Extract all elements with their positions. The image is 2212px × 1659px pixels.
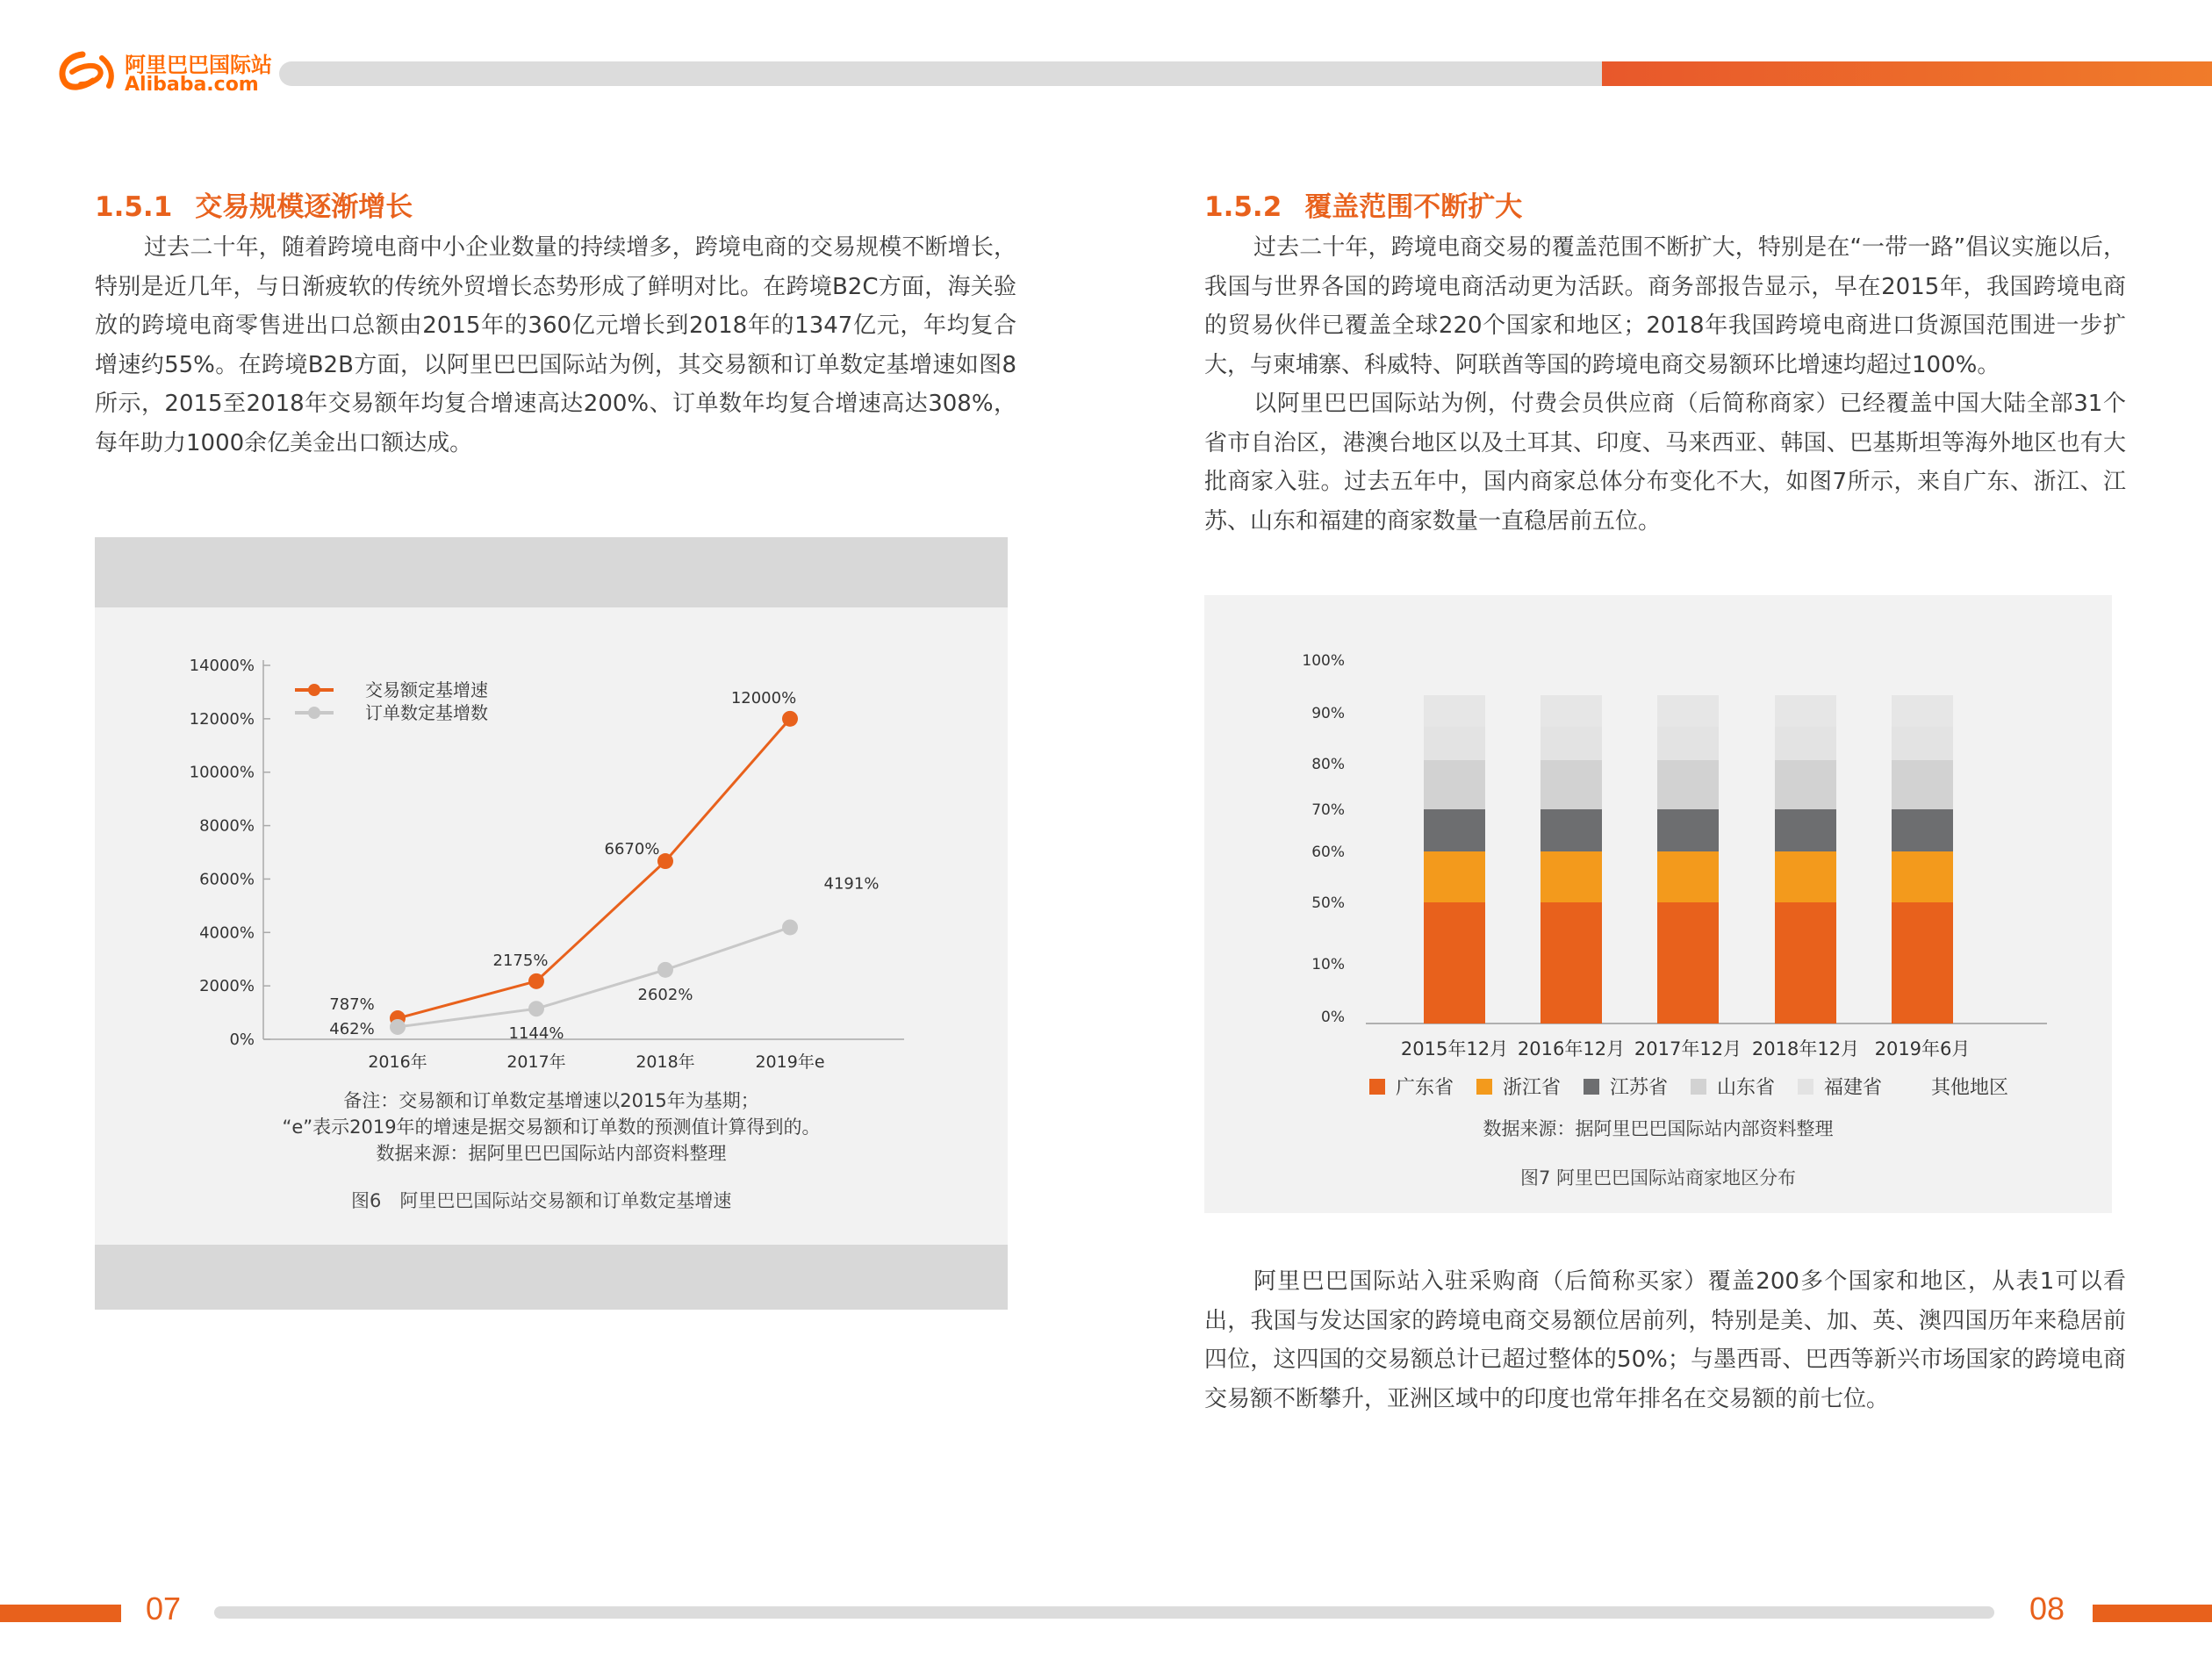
y-tick-label: 10%	[1311, 956, 1345, 973]
bar-chart-legend	[1369, 1073, 2036, 1099]
bar-segment-广东省	[1540, 902, 1602, 1023]
legend-label: 福建省	[1824, 1077, 1883, 1099]
bar-segment-浙江省	[1424, 851, 1485, 902]
x-tick-label: 2019年e	[755, 1052, 825, 1072]
bar-segment-山东省	[1657, 760, 1719, 809]
logo-english-text: Alibaba.com	[125, 74, 259, 96]
data-label: 6670%	[604, 840, 660, 859]
left-paragraph: 过去二十年，随着跨境电商中小企业数量的持续增多，跨境电商的交易规模不断增长，特别是近几年，与日渐疲软的传统外贸增长态势形成了鲜明对比。在跨境B2C方面，海关验放的跨境电商零售进出口总额由2015年的360亿元增长到2018年的1347亿元，年均复合增速约55%。在跨境B2B方面，以阿里巴巴国际站为例，其交易额和订单数定基增速如图8所示，2015至2018年交易额年均复合增速高达200%、订单数年均复合增速高达308%，每年助力1000余亿美金出口额达成。	[95, 234, 1016, 456]
y-tick-label: 10000%	[189, 763, 255, 782]
bar-segment-江苏省	[1657, 809, 1719, 851]
legend-item-fujian	[1798, 1073, 1882, 1100]
data-label: 462%	[329, 1019, 375, 1038]
data-label: 2602%	[637, 985, 693, 1004]
header-orange-bar	[1602, 61, 2212, 86]
bar-segment-广东省	[1657, 902, 1719, 1023]
header-grey-bar	[279, 61, 1605, 86]
right-paragraph-2: 以阿里巴巴国际站为例，付费会员供应商（后简称商家）已经覆盖中国大陆全部31个省市自治区，港澳台地区以及土耳其、印度、马来西亚、韩国、巴基斯坦等海外地区也有大批商家入驻。过去五年中，国内商家总体分布变化不大，如图7所示，来自广东、浙江、江苏、山东和福建的商家数量一直稳居前五位。	[1204, 391, 2126, 535]
figure-6-footer-band	[95, 1245, 1008, 1310]
y-tick-label: 6000%	[199, 870, 255, 889]
legend-swatch	[1798, 1079, 1813, 1095]
legend-item-zhejiang	[1476, 1073, 1561, 1100]
footer-orange-bar-left	[0, 1605, 121, 1622]
series-line-1	[398, 719, 790, 1018]
x-tick-label: 2018年	[636, 1052, 695, 1072]
footer-orange-bar-right	[2093, 1605, 2212, 1622]
bar-segment-浙江省	[1775, 851, 1836, 902]
section-heading-1-5-2	[1204, 184, 1522, 224]
data-point	[390, 1019, 406, 1035]
y-tick-label: 2000%	[199, 977, 255, 996]
data-point	[528, 973, 544, 989]
legend-swatch	[1369, 1079, 1385, 1095]
data-point	[782, 711, 798, 727]
bar-segment-山东省	[1775, 760, 1836, 809]
chart-source-right: 数据来源：据阿里巴巴国际站内部资料整理	[1483, 1118, 1834, 1139]
y-tick-label: 14000%	[189, 657, 255, 675]
bar-segment-山东省	[1892, 760, 1953, 809]
data-point	[657, 962, 673, 978]
data-label: 12000%	[730, 688, 797, 707]
footer-grey-bar	[214, 1606, 1994, 1619]
bar-segment-top	[1540, 695, 1602, 727]
bar-segment-江苏省	[1540, 809, 1602, 851]
x-tick-label: 2016年12月	[1517, 1038, 1626, 1059]
y-tick-label: 4000%	[199, 923, 255, 943]
section-heading-1-5-1	[95, 184, 413, 224]
alibaba-logo-icon	[56, 46, 126, 98]
data-point	[528, 1001, 544, 1016]
y-tick-label: 0%	[1321, 1009, 1345, 1026]
legend-label: 山东省	[1717, 1077, 1776, 1099]
bar-segment-山东省	[1424, 760, 1485, 809]
legend-item-jiangsu	[1584, 1073, 1668, 1100]
bar-segment-江苏省	[1424, 809, 1485, 851]
logo-chinese-text: 阿里巴巴国际站	[125, 53, 272, 77]
bar-segment-广东省	[1892, 902, 1953, 1023]
right-paragraph-3: 阿里巴巴国际站入驻采购商（后简称买家）覆盖200多个国家和地区，从表1可以看出，我国与发达国家的跨境电商交易额位居前列，特别是美、加、英、澳四国历年来稳居前四位，这四国的交易额总计已超过整体的50%；与墨西哥、巴西等新兴市场国家的跨境电商交易额不断攀升，亚洲区域中的印度也常年排名在交易额的前七位。	[1204, 1268, 2126, 1412]
bar-segment-福建省	[1424, 727, 1485, 760]
bar-segment-top	[1657, 695, 1719, 727]
legend-swatch	[1691, 1079, 1706, 1095]
legend-swatch	[1584, 1079, 1599, 1095]
bar-segment-广东省	[1775, 902, 1836, 1023]
heading-number: 1.5.1	[95, 191, 173, 223]
x-tick-label: 2019年6月	[1874, 1038, 1971, 1059]
page-number-right: 08	[2029, 1591, 2065, 1627]
bar-segment-福建省	[1657, 727, 1719, 760]
legend-label: 浙江省	[1503, 1077, 1562, 1099]
chart-note-2: “e”表示2019年的增速是据交易额和订单数的预测值计算得到的。	[282, 1117, 821, 1138]
x-tick-label: 2018年12月	[1751, 1038, 1860, 1059]
y-tick-label: 8000%	[199, 816, 255, 836]
legend-swatch	[1905, 1079, 1921, 1095]
figure-6-caption: 图6 阿里巴巴国际站交易额和订单数定基增速	[351, 1190, 732, 1211]
figure-6-header-band	[95, 537, 1008, 607]
chart-source-left: 数据来源：据阿里巴巴国际站内部资料整理	[376, 1143, 727, 1164]
bar-segment-福建省	[1540, 727, 1602, 760]
y-tick-label: 70%	[1311, 801, 1345, 819]
heading-number: 1.5.2	[1204, 191, 1282, 223]
heading-text: 交易规模逐渐增长	[195, 191, 413, 223]
bar-segment-福建省	[1775, 727, 1836, 760]
data-label: 2175%	[492, 951, 549, 970]
bar-segment-浙江省	[1540, 851, 1602, 902]
page-number-left: 07	[146, 1591, 182, 1627]
x-tick-label: 2016年	[368, 1052, 427, 1072]
line-chart	[95, 607, 1008, 1099]
y-tick-label: 90%	[1311, 705, 1345, 722]
bar-segment-福建省	[1892, 727, 1953, 760]
bar-segment-浙江省	[1657, 851, 1719, 902]
y-tick-label: 50%	[1311, 894, 1345, 912]
y-tick-label: 0%	[229, 1031, 255, 1049]
y-tick-label: 80%	[1311, 756, 1345, 773]
legend-item-shandong	[1691, 1073, 1775, 1100]
legend-item-guangdong	[1369, 1073, 1454, 1100]
data-label: 787%	[329, 995, 375, 1015]
y-tick-label: 100%	[1302, 652, 1345, 670]
data-point	[782, 919, 798, 935]
bar-segment-top	[1775, 695, 1836, 727]
figure-7-caption: 图7 阿里巴巴国际站商家地区分布	[1519, 1167, 1797, 1189]
y-tick-label: 60%	[1311, 844, 1345, 861]
stacked-bar-chart	[1204, 641, 2112, 1071]
alibaba-logo	[56, 46, 272, 98]
bar-segment-top	[1892, 695, 1953, 727]
legend-label: 订单数定基增数	[365, 702, 488, 723]
legend-label: 交易额定基增速	[365, 679, 488, 700]
chart-note-1: 备注：交易额和订单数定基增速以2015年为基期；	[343, 1090, 759, 1111]
legend-marker	[308, 684, 320, 696]
bar-segment-top	[1424, 695, 1485, 727]
data-point	[657, 853, 673, 869]
data-label: 4191%	[823, 874, 880, 894]
bar-segment-江苏省	[1775, 809, 1836, 851]
bar-segment-广东省	[1424, 902, 1485, 1023]
legend-marker	[308, 707, 320, 719]
bar-segment-江苏省	[1892, 809, 1953, 851]
right-paragraph-1: 过去二十年，跨境电商交易的覆盖范围不断扩大，特别是在“一带一路”倡议实施以后，我国与世界各国的跨境电商活动更为活跃。商务部报告显示，早在2015年，我国跨境电商的贸易伙伴已覆盖全球220个国家和地区；2018年我国跨境电商进口货源国范围进一步扩大，与柬埔寨、科威特、阿联酋等国的跨境电商交易额环比增速均超过100%。	[1204, 234, 2126, 378]
y-tick-label: 12000%	[189, 709, 255, 729]
x-tick-label: 2017年12月	[1634, 1038, 1742, 1059]
legend-label: 江苏省	[1610, 1077, 1669, 1099]
legend-item-other	[1905, 1073, 2008, 1100]
x-tick-label: 2017年	[506, 1052, 566, 1072]
series-line-2	[398, 927, 790, 1026]
legend-label: 其他地区	[1931, 1077, 2009, 1099]
bar-segment-山东省	[1540, 760, 1602, 809]
data-label: 1144%	[508, 1024, 564, 1044]
legend-label: 广东省	[1396, 1077, 1454, 1099]
x-tick-label: 2015年12月	[1400, 1038, 1509, 1059]
legend-swatch	[1476, 1079, 1492, 1095]
heading-text: 覆盖范围不断扩大	[1304, 191, 1523, 223]
bar-segment-浙江省	[1892, 851, 1953, 902]
